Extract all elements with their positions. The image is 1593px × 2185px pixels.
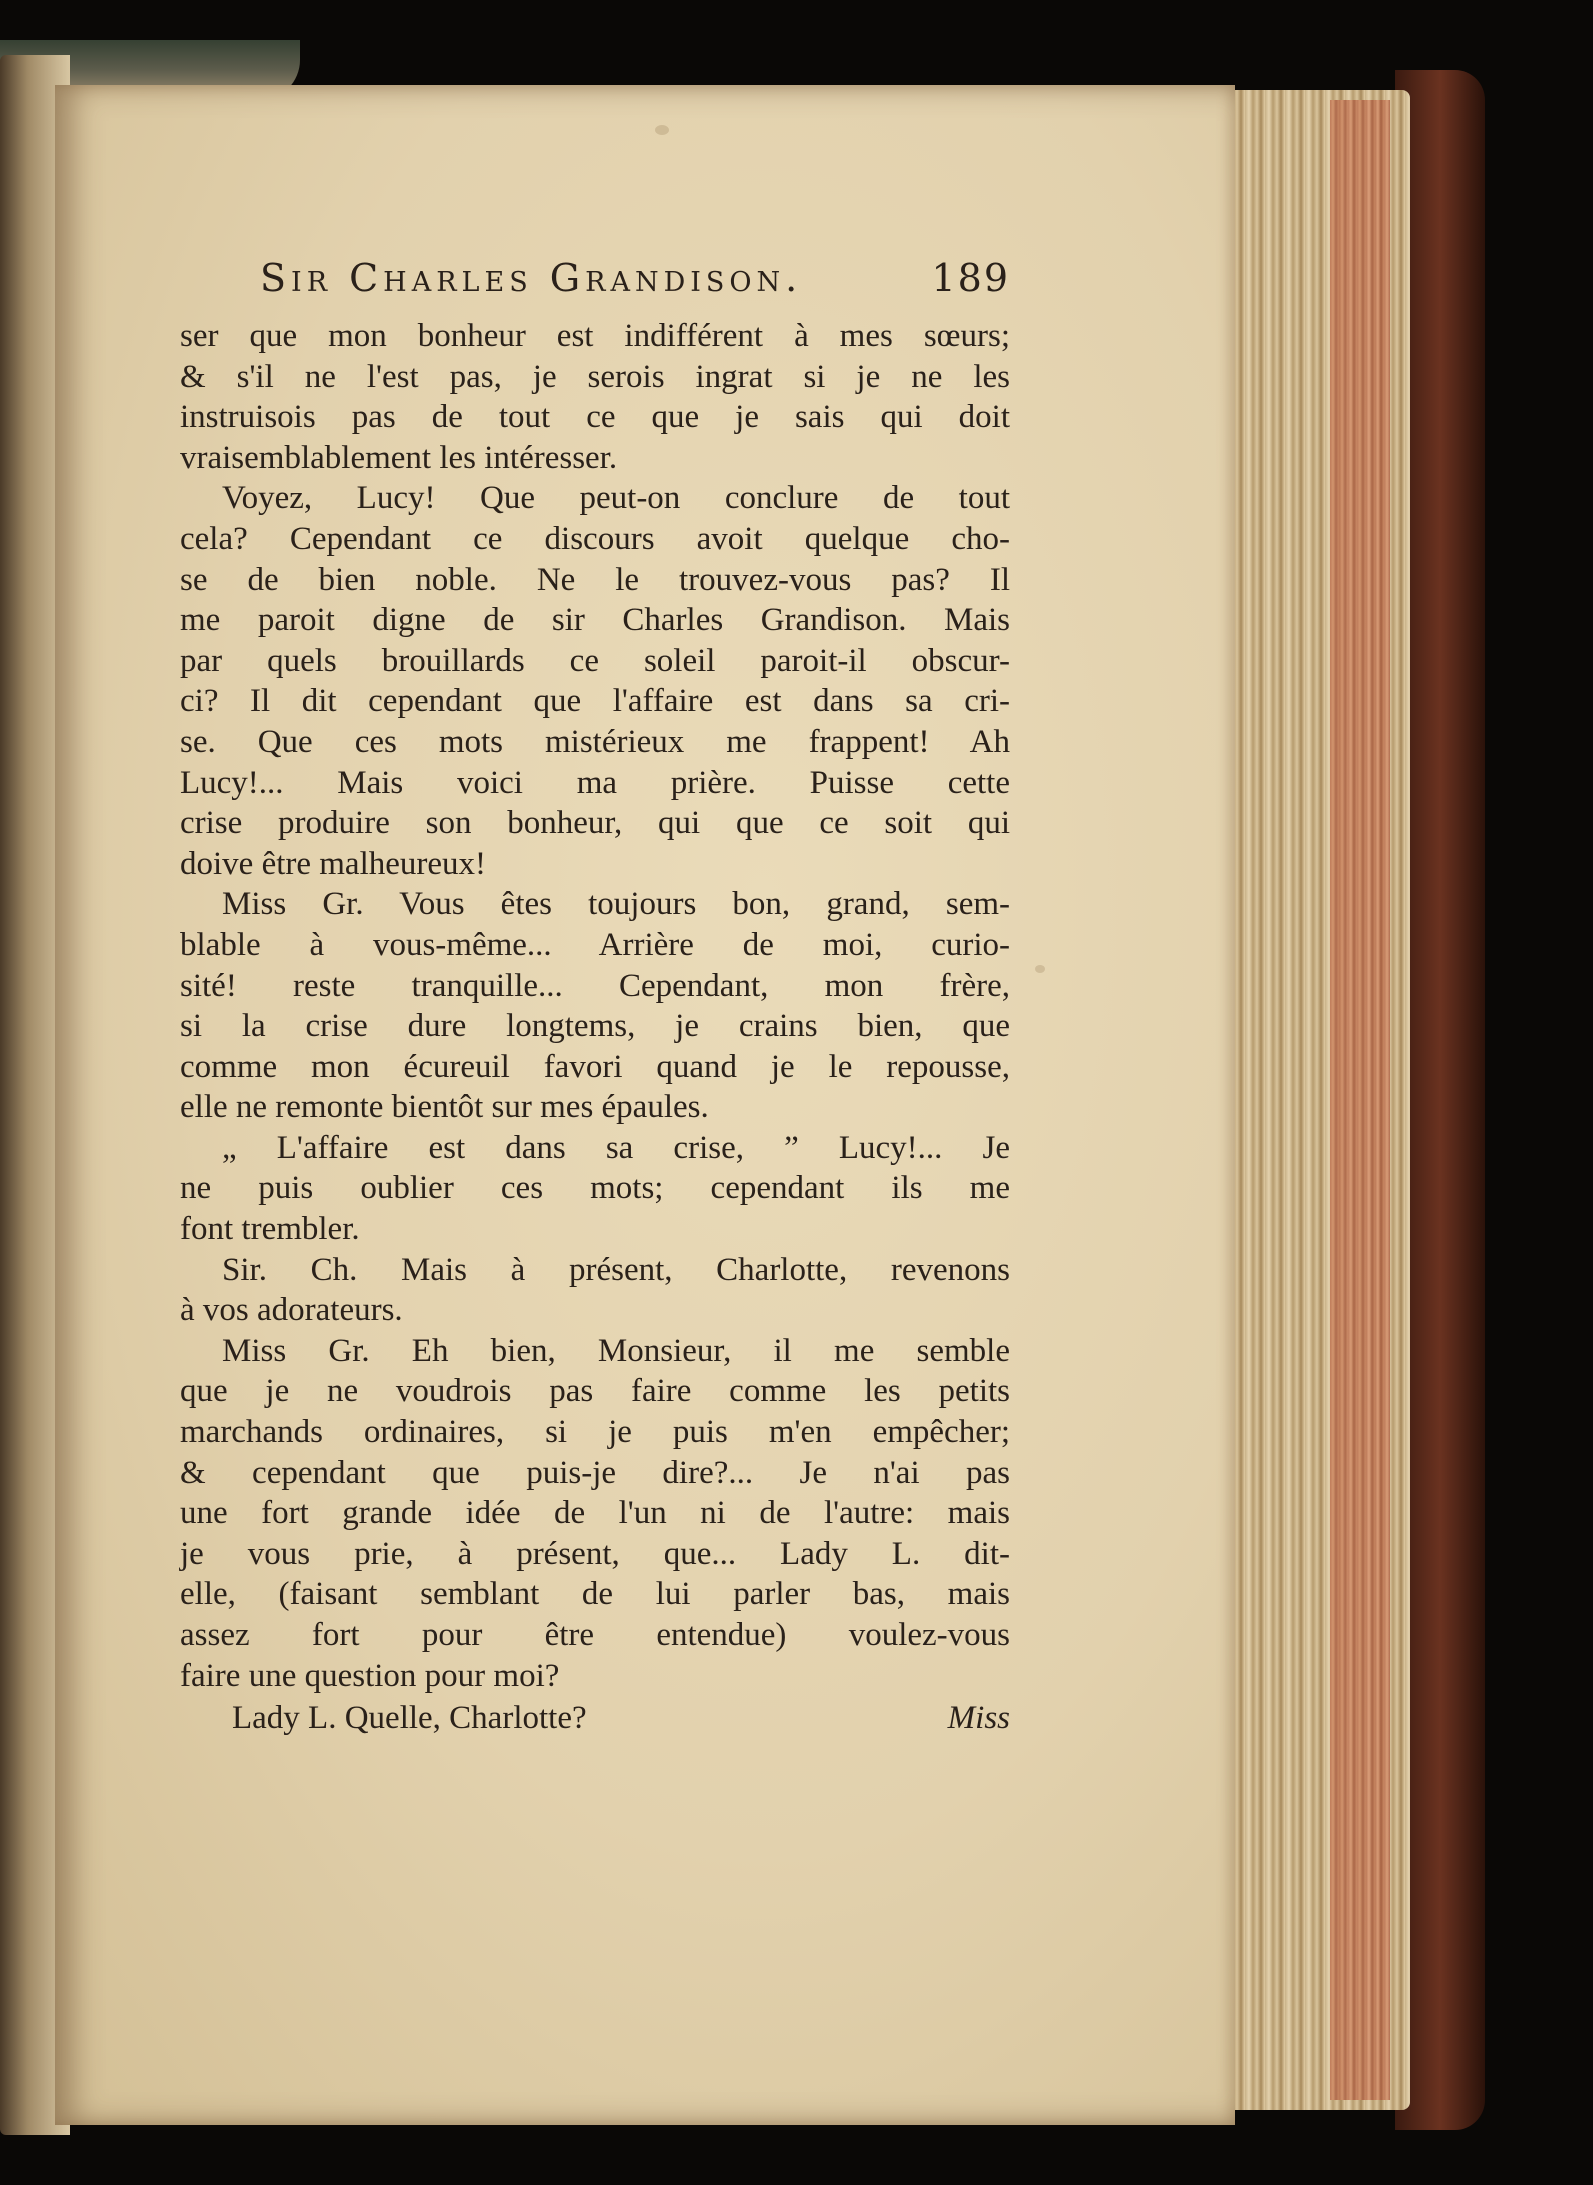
text-line: vraisemblablement les intéresser. (180, 439, 618, 476)
text-line: instruisois pas de tout ce que je sais qui doit (180, 399, 1010, 436)
text-line: doive être malheureux! (180, 845, 487, 882)
text-line: cela? Cependant ce discours avoit quelque cho- (180, 520, 1010, 557)
text-line: blable à vous-même... Arrière de moi, curio- (180, 926, 1010, 963)
text-line: comme mon écureuil favori quand je le repousse, (180, 1048, 1010, 1085)
text-line: ser que mon bonheur est indifférent à mes sœurs; (180, 318, 1010, 354)
last-line: Lady L. Quelle, Charlotte? (232, 1700, 587, 1737)
text-line: elle, (faisant semblant de lui parler bas, mais (180, 1576, 1010, 1613)
text-line: & s'il ne l'est pas, je serois ingrat si je ne les (180, 358, 1010, 395)
running-header (180, 256, 1010, 316)
text-line: „ L'affaire est dans sa crise, ” Lucy!... Je (222, 1129, 1010, 1166)
text-line: elle ne remonte bientôt sur mes épaules. (180, 1089, 709, 1126)
text-line: Miss Gr. Eh bien, Monsieur, il me semble (222, 1332, 1010, 1369)
text-line: par quels brouillards ce soleil paroit-il obscur- (180, 642, 1010, 679)
text-line: Sir. Ch. Mais à présent, Charlotte, revenons (222, 1251, 1010, 1288)
text-line: me paroit digne de sir Charles Grandison. Mais (180, 602, 1010, 639)
text-line: ne puis oublier ces mots; cependant ils me (180, 1170, 1010, 1207)
text-line: marchands ordinaires, si je puis m'en empêcher; (180, 1414, 1010, 1451)
page-number: 189 (931, 256, 1010, 300)
text-line: une fort grande idée de l'un ni de l'autre: mais (180, 1495, 1010, 1532)
text-line: crise produire son bonheur, qui que ce soit qui (180, 805, 1010, 842)
text-line: font trembler. (180, 1211, 360, 1248)
red-edge-stain (1330, 100, 1390, 2100)
text-line: sité! reste tranquille... Cependant, mon frère, (180, 967, 1010, 1004)
text-line: se. Que ces mots mistérieux me frappent! Ah (180, 723, 1010, 760)
text-line: se de bien noble. Ne le trouvez-vous pas? Il (180, 561, 1010, 598)
ink-spot (1035, 965, 1045, 973)
text-line: si la crise dure longtems, je crains bien, que (180, 1008, 1010, 1045)
text-line: ci? Il dit cependant que l'affaire est dans sa cri- (180, 683, 1010, 720)
text-line: & cependant que puis-je dire?... Je n'ai pas (180, 1454, 1010, 1491)
page-text-block (180, 256, 1010, 1740)
text-line: je vous prie, à présent, que... Lady L. dit- (180, 1535, 1010, 1572)
text-line: à vos adorateurs. (180, 1292, 403, 1329)
text-line: Voyez, Lucy! Que peut-on conclure de tout (222, 480, 1010, 517)
running-title: Sir Charles Grandison. (260, 256, 803, 300)
text-line: Miss Gr. Vous êtes toujours bon, grand, sem- (222, 886, 1010, 923)
text-line: que je ne voudrois pas faire comme les petits (180, 1373, 1010, 1410)
text-line: assez fort pour être entendue) voulez-vous (180, 1617, 1010, 1653)
catchword: Miss (947, 1700, 1010, 1737)
ink-spot (655, 125, 669, 135)
text-line: faire une question pour moi? (180, 1657, 560, 1694)
text-line: Lucy!... Mais voici ma prière. Puisse cette (180, 764, 1010, 801)
footer-row (180, 1696, 1010, 1740)
